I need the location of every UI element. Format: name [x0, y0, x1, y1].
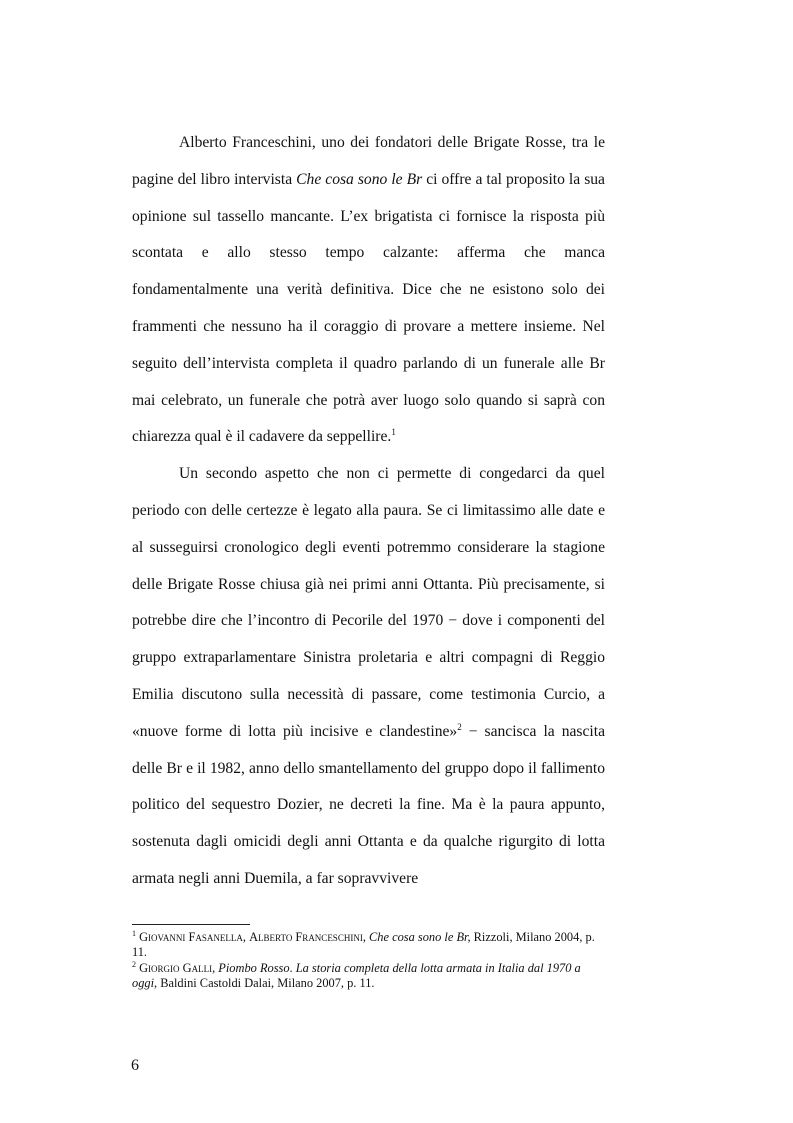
paragraph-1-text-end: ci offre a tal proposito la sua opinione sul tassello mancante. L’ex brigatista ci fornisce la risposta più scontata e allo stesso tempo calzante: afferma che manca fondamentalmente una verità definitiva. Dice che ne esistono solo dei frammenti che nessuno ha il coraggio di provare a mettere insieme. Nel seguito dell’intervista completa il quadro parlando di un funerale alle Br mai celebrato, un funerale che potrà aver luogo solo quando si saprà con chiarezza qual è il cadavere da seppellire. — [132, 170, 605, 446]
footnote-1-title: Che cosa sono le Br, — [369, 930, 471, 944]
footnotes — [132, 930, 605, 992]
main-text — [132, 125, 605, 898]
paragraph-2-text-end: − sancisca la nascita delle Br e il 1982, anno dello smantellamento del gruppo dopo il fallimento politico del sequestro Dozier, ne decreti la fine. Ma è la paura appunto, sostenuta dagli omicidi degli anni Ottanta e da qualche rigurgito di lotta armata negli anni Duemila, a far sopravvivere — [132, 722, 606, 887]
footnote-ref-1: 1 — [391, 427, 396, 438]
footnote-1-details: Rizzoli, Milano 2004, p. 11. — [132, 930, 595, 960]
footnote-1-comma: , — [362, 930, 370, 944]
footnote-1 — [132, 930, 605, 961]
footnote-2-details: , Baldini Castoldi Dalai, Milano 2007, p. 11. — [154, 976, 375, 991]
footnote-ref-2: 2 — [457, 721, 462, 732]
footnote-separator — [132, 924, 250, 925]
footnote-2-number: 2 — [132, 959, 136, 969]
footnote-2-separator: . — [289, 960, 296, 975]
footnote-1-separator: , — [242, 930, 250, 944]
page-number: 6 — [131, 1057, 139, 1074]
footnote-2-comma: , — [212, 960, 219, 975]
footnote-1-number: 1 — [132, 928, 136, 938]
book-title: Che cosa sono le Br — [296, 170, 423, 188]
footnote-1-author-2: Alberto Franceschini — [249, 930, 363, 944]
footnote-1-author-1: Giovanni Fasanella — [139, 930, 243, 944]
paragraph-2 — [132, 456, 605, 898]
paragraph-1-text-start: Alberto Franceschini, uno dei fondatori delle Brigate Rosse, tra le pagine del libro intervista — [132, 134, 605, 188]
paragraph-1 — [132, 125, 605, 456]
footnote-2-subtitle: La storia completa della lotta armata in Italia dal 1970 a oggi — [132, 960, 581, 991]
footnote-2-title: Piombo Rosso — [218, 960, 290, 975]
footnote-2 — [132, 961, 605, 992]
footnote-2-author: Giorgio Galli — [139, 960, 213, 975]
paragraph-2-text-start: Un secondo aspetto che non ci permette di congedarci da quel periodo con delle certezze è legato alla paura. Se ci limitassimo alle date e al susseguirsi cronologico degli eventi potremmo considerare la stagione delle Brigate Rosse chiusa già nei primi anni Ottanta. Più precisamente, si potrebbe dire che l’incontro di Pecorile del 1970 − dove i componenti del gruppo extraparlamentare Sinistra proletaria e altri compagni di Reggio Emilia discutono sulla necessità di passare, come testimonia Curcio, a «nuove forme di lotta più incisive e clandestine» — [132, 465, 605, 740]
